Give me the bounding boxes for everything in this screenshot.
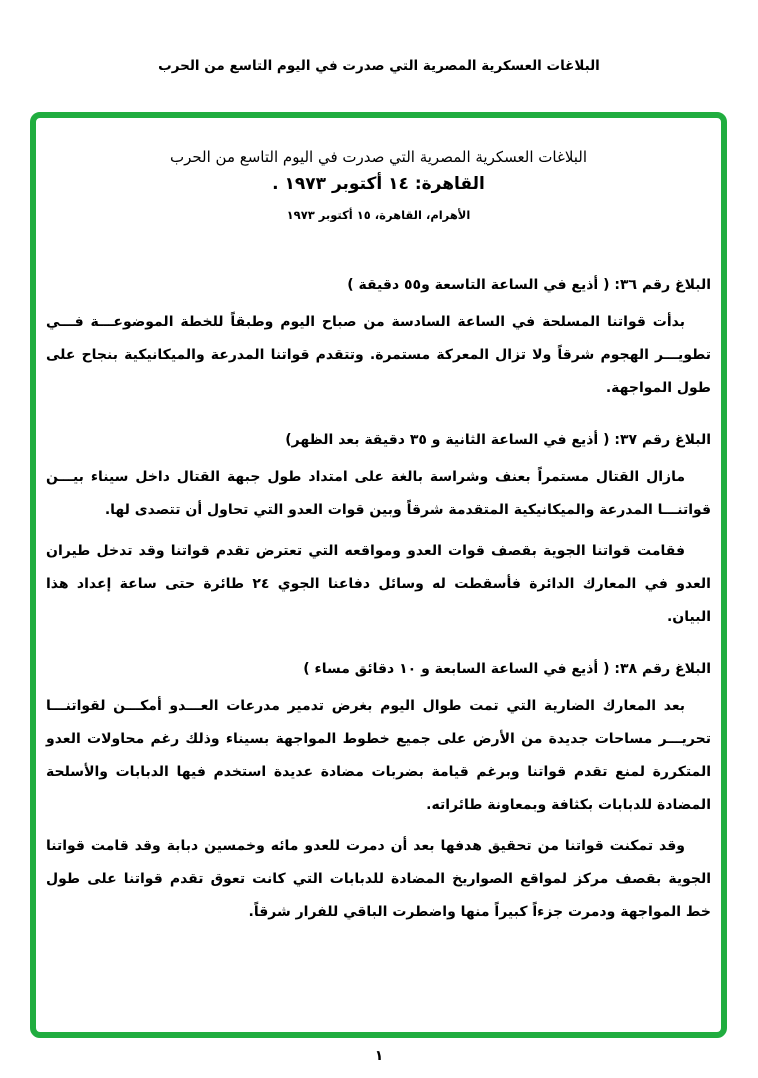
communique-37-paragraph: مازال القتال مستمراً بعنف وشراسة بالغة على امتداد طول جبهة القتال داخل سيناء بيـــن قواتنـــا المدرعة والميكانيكية المتقدمة شرقاً وبين قوات العدو التي تحاول أن تتصدى لها. [46, 469, 711, 518]
communique-36 [46, 274, 711, 405]
communique-36-paragraph: بدأت قواتنا المسلحة في الساعة السادسة من صباح اليوم وطبقاً للخطة الموضوعـــة فـــي تطويـــر الهجوم شرقاً ولا تزال المعركة مستمرة. وتتقدم قواتنا المدرعة والميكانيكية بنجاح على طول المواجهة. [46, 314, 711, 396]
communique-38-paragraph: بعد المعارك الضارية التي تمت طوال اليوم بغرض تدمير مدرعات العـــدو أمكـــن لقواتنـــا تحريـــر مساحات جديدة من الأرض على جميع خطوط المواجهة بسيناء وذلك رغم محاولات العدو المتكررة لمنع تقدم قواتنا وبرغم قيامة بضربات مضادة عديدة استخدم فيها الدبابات والأسلحة المضادة للدبابات بكثافة وبمعاونة طائراته. [46, 698, 711, 813]
document-body [36, 118, 721, 929]
page-number: ١ [374, 1048, 384, 1064]
communique-37-heading: البلاغ رقم ٣٧: ( أذيع في الساعة الثانية و ٣٥ دقيقة بعد الظهر) [285, 432, 711, 448]
dateline: القاهرة: ١٤ أكتوبر ١٩٧٣ . [272, 174, 485, 194]
document-frame [30, 112, 727, 1038]
communique-38 [46, 658, 711, 929]
document-title: البلاغات العسكرية المصرية التي صدرت في اليوم التاسع من الحرب [169, 148, 588, 166]
communique-38-paragraph: وقد تمكنت قواتنا من تحقيق هدفها بعد أن دمرت للعدو مائه وخمسين دبابة وقد قامت قواتنا الجوية بقصف مركز لمواقع الصواريخ المضادة للدبابات التي كانت تعوق تقدم قواتنا على طول خط المواجهة ودمرت جزءاً كبيراً منها واضطرت الباقي للفرار شرقاً. [46, 838, 711, 920]
communique-37 [46, 429, 711, 634]
communique-36-heading: البلاغ رقم ٣٦: ( أذيع في الساعة التاسعة و٥٥ دقيقة ) [347, 277, 711, 293]
source-line: الأهرام، القاهرة، ١٥ أكتوبر ١٩٧٣ [286, 208, 471, 222]
communique-38-heading: البلاغ رقم ٣٨: ( أذيع في الساعة السابعة و ١٠ دقائق مساء ) [303, 661, 711, 677]
communique-37-paragraph: فقامت قواتنا الجوية بقصف قوات العدو ومواقعه التي تعترض تقدم قواتنا وقد تدخل طيران العدو في المعارك الدائرة فأسقطت له وسائل دفاعنا الجوي ٢٤ طائرة حتى ساعة إعداد هذا البيان. [46, 543, 711, 625]
page-title: البلاغات العسكرية المصرية التي صدرت في اليوم التاسع من الحرب [158, 58, 600, 74]
